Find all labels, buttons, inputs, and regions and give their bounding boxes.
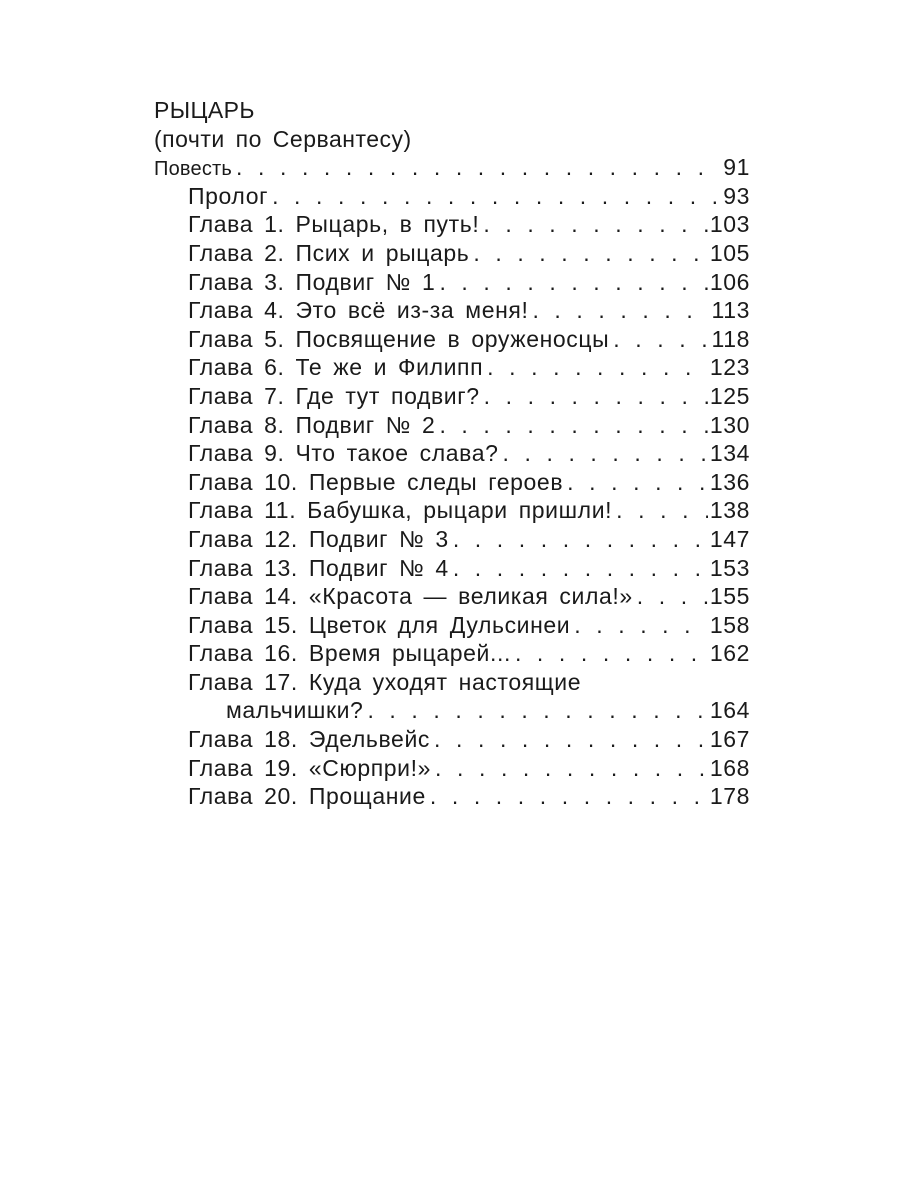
dot-leader [439, 411, 707, 440]
entry-label: Глава 5. Посвящение в оруженосцы [188, 325, 610, 352]
dot-leader [567, 468, 708, 497]
toc-entry [154, 554, 750, 583]
toc-entry-continuation [154, 696, 750, 725]
toc-entry [154, 582, 750, 611]
dot-leader [453, 525, 708, 554]
page-number: 178 [709, 783, 750, 810]
dot-leader [532, 296, 709, 325]
section-subtitle: (почти по Сервантесу) [154, 125, 412, 152]
dot-leader [453, 554, 708, 583]
dot-leader [487, 353, 708, 382]
entry-label: Глава 1. Рыцарь, в путь! [188, 211, 480, 238]
dot-leader [439, 268, 707, 297]
page-number: 153 [709, 554, 750, 581]
entry-label: Глава 12. Подвиг № 3 [188, 525, 449, 552]
page-number: 123 [709, 354, 750, 381]
page-number: 93 [723, 182, 750, 209]
page-number: 147 [709, 525, 750, 552]
entry-label: Глава 11. Бабушка, рыцари пришли! [188, 497, 613, 524]
page-number: 106 [709, 268, 750, 295]
entry-label: Пролог [188, 182, 269, 209]
page-number: 113 [711, 297, 750, 324]
entry-label: Глава 3. Подвиг № 1 [188, 268, 436, 295]
entry-label: Глава 2. Псих и рыцарь [188, 239, 470, 266]
toc-entry [154, 182, 750, 211]
dot-leader [503, 439, 708, 468]
entry-label: Глава 7. Где тут подвиг? [188, 382, 480, 409]
entry-label: Глава 6. Те же и Филипп [188, 354, 484, 381]
entry-label: Глава 20. Прощание [188, 783, 426, 810]
section-title: РЫЦАРЬ [154, 97, 255, 123]
toc-entry [154, 496, 750, 525]
entry-label: Глава 15. Цветок для Дульсинеи [188, 611, 571, 638]
toc-entry [154, 210, 750, 239]
entry-label: Глава 9. Что такое слава? [188, 440, 499, 467]
dot-leader [484, 382, 708, 411]
entry-label: Глава 13. Подвиг № 4 [188, 554, 449, 581]
toc-entry [154, 639, 750, 668]
toc-entry [154, 325, 750, 354]
page-number: 125 [709, 382, 750, 409]
dot-leader [473, 239, 707, 268]
table-of-contents [154, 96, 750, 811]
entry-label: Глава 14. «Красота — великая сила!» [188, 583, 633, 610]
toc-entry [154, 725, 750, 754]
page-number: 118 [711, 325, 750, 352]
entry-label: Глава 16. Время рыцарей... [188, 640, 511, 667]
page-number: 162 [709, 640, 750, 667]
toc-entry [154, 525, 750, 554]
entry-label: Повесть [154, 158, 233, 181]
toc-entry [154, 353, 750, 382]
toc-entry [154, 754, 750, 783]
entry-label: Глава 4. Это всё из-за меня! [188, 297, 529, 324]
page-number: 130 [709, 411, 750, 438]
dot-leader [272, 182, 721, 211]
entry-label: Глава 19. «Сюрпри!» [188, 754, 431, 781]
toc-entry [154, 468, 750, 497]
page-number: 103 [709, 211, 750, 238]
page-number: 138 [709, 497, 750, 524]
dot-leader [515, 639, 708, 668]
toc-entry [154, 782, 750, 811]
page-number: 168 [709, 754, 750, 781]
page-number: 136 [709, 468, 750, 495]
toc-entry [154, 611, 750, 640]
dot-leader [613, 325, 709, 354]
toc-entry-first-line [154, 668, 750, 697]
page-number: 164 [709, 697, 750, 724]
entry-label: Глава 18. Эдельвейс [188, 726, 430, 753]
page-number: 155 [709, 583, 750, 610]
dot-leader [236, 153, 721, 182]
toc-entry-story [154, 153, 750, 182]
toc-entry [154, 268, 750, 297]
dot-leader [435, 754, 708, 783]
entry-label: Глава 8. Подвиг № 2 [188, 411, 436, 438]
dot-leader [574, 611, 708, 640]
dot-leader [616, 496, 708, 525]
page-number: 167 [709, 726, 750, 753]
page-number: 134 [709, 440, 750, 467]
page-number: 91 [723, 154, 750, 181]
dot-leader [367, 696, 707, 725]
entry-label-continued: мальчишки? [226, 697, 364, 724]
toc-entry [154, 411, 750, 440]
entry-label: Глава 10. Первые следы героев [188, 468, 564, 495]
page-number: 158 [709, 611, 750, 638]
page-number: 105 [709, 239, 750, 266]
toc-entry [154, 439, 750, 468]
dot-leader [430, 782, 708, 811]
dot-leader [434, 725, 708, 754]
entry-label: Глава 17. Куда уходят настоящие [188, 668, 582, 695]
dot-leader [637, 582, 708, 611]
toc-entry [154, 296, 750, 325]
toc-entry [154, 239, 750, 268]
dot-leader [483, 210, 707, 239]
toc-entry [154, 382, 750, 411]
